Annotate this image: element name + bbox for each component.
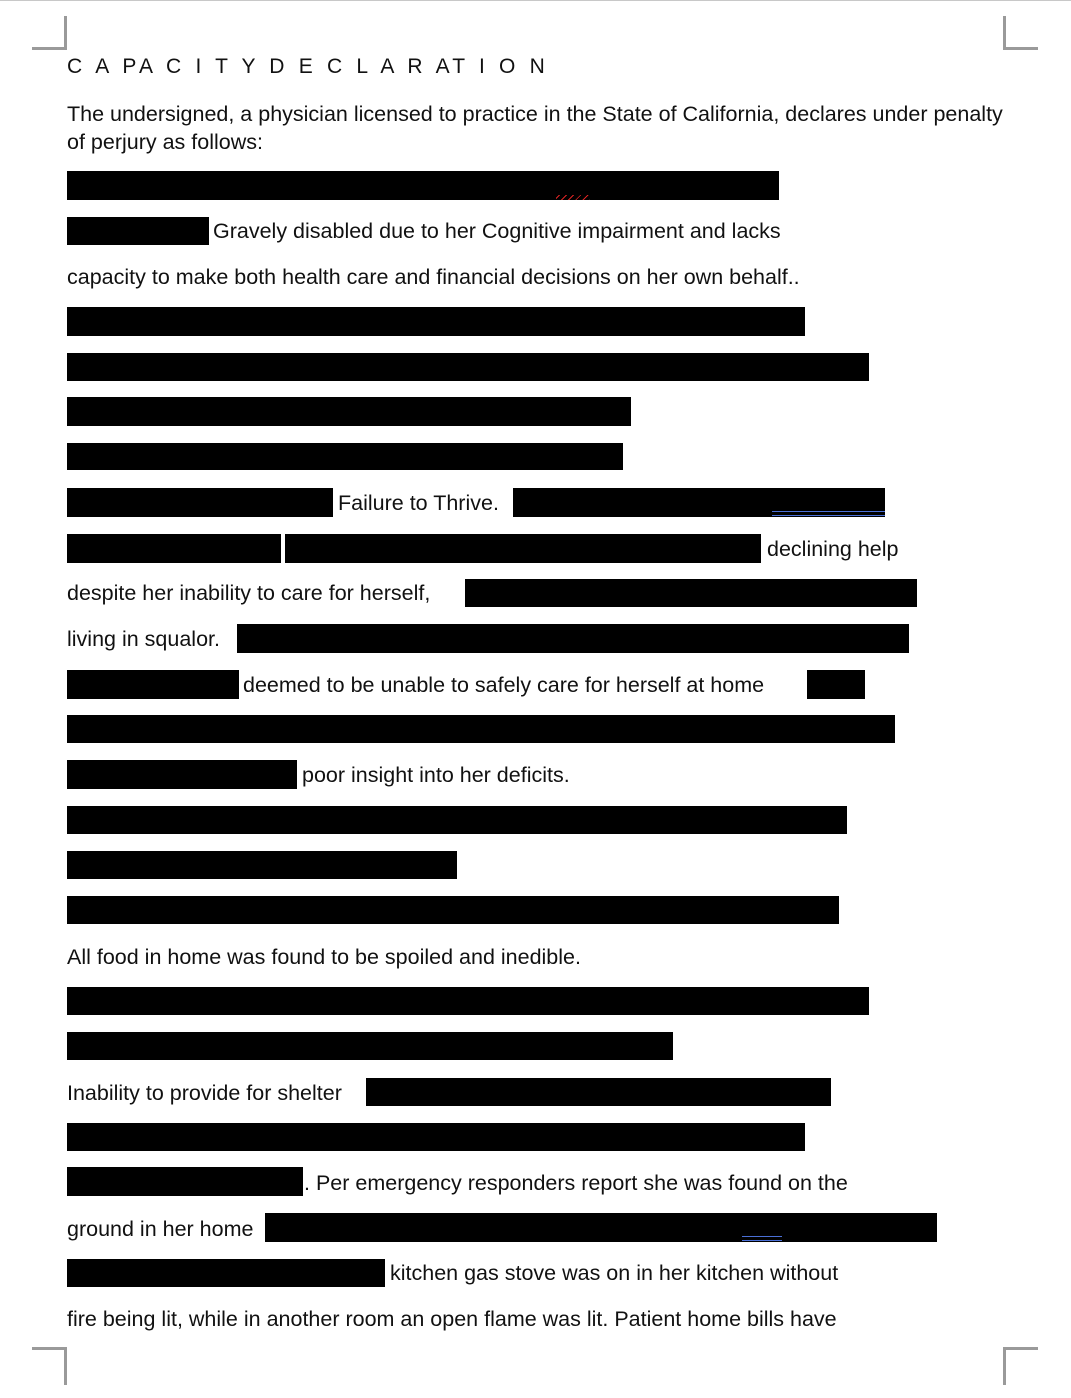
redaction-block	[67, 987, 869, 1015]
redaction-block	[67, 397, 631, 426]
text-line: despite her inability to care for herself,	[67, 581, 431, 605]
text-line: . Per emergency responders report she was found on the	[304, 1171, 848, 1195]
redaction-block	[67, 851, 457, 879]
redaction-block	[67, 488, 333, 517]
redaction-block	[366, 1078, 831, 1106]
redaction-block	[67, 670, 239, 699]
redaction-block	[67, 217, 209, 245]
page-top-border	[0, 0, 1071, 1]
intro-paragraph: The undersigned, a physician licensed to practice in the State of California, declares under penalty of perjury as follows:	[67, 102, 1003, 154]
text-line: capacity to make both health care and financial decisions on her own behalf..	[67, 265, 800, 289]
text-line: living in squalor.	[67, 627, 220, 651]
redaction-block	[67, 1167, 303, 1196]
grammar-underline	[742, 1236, 782, 1241]
text-line: Inability to provide for shelter	[67, 1081, 342, 1105]
spellcheck-underline	[556, 195, 590, 200]
redaction-block	[67, 443, 623, 470]
text-line: declining help	[767, 537, 899, 561]
redaction-block	[285, 534, 761, 563]
redaction-block	[67, 307, 805, 336]
redaction-block	[67, 1259, 385, 1287]
redaction-block	[67, 715, 895, 743]
redaction-block	[67, 760, 297, 789]
text-line: All food in home was found to be spoiled and inedible.	[67, 945, 581, 969]
document-title: C A PA C I T Y D E C L A R AT I O N	[67, 55, 549, 78]
text-line: deemed to be unable to safely care for herself at home	[243, 673, 765, 697]
text-line: Failure to Thrive.	[338, 491, 499, 515]
redaction-block	[67, 171, 779, 200]
text-line: Gravely disabled due to her Cognitive impairment and lacks	[213, 219, 781, 243]
redaction-block	[67, 534, 281, 563]
redaction-block	[67, 1032, 673, 1060]
redaction-block	[67, 806, 847, 834]
text-line: ground in her home	[67, 1217, 254, 1241]
redaction-block	[807, 670, 865, 699]
redaction-block	[67, 896, 839, 924]
redaction-block	[265, 1213, 937, 1242]
redaction-block	[67, 1123, 805, 1151]
redaction-block	[237, 624, 909, 653]
redaction-block	[67, 353, 869, 381]
text-line: poor insight into her deficits.	[302, 763, 570, 787]
redaction-block	[465, 579, 917, 607]
text-line: fire being lit, while in another room an open flame was lit. Patient home bills have	[67, 1307, 837, 1331]
grammar-underline	[772, 511, 885, 516]
text-line: kitchen gas stove was on in her kitchen without	[390, 1261, 839, 1285]
